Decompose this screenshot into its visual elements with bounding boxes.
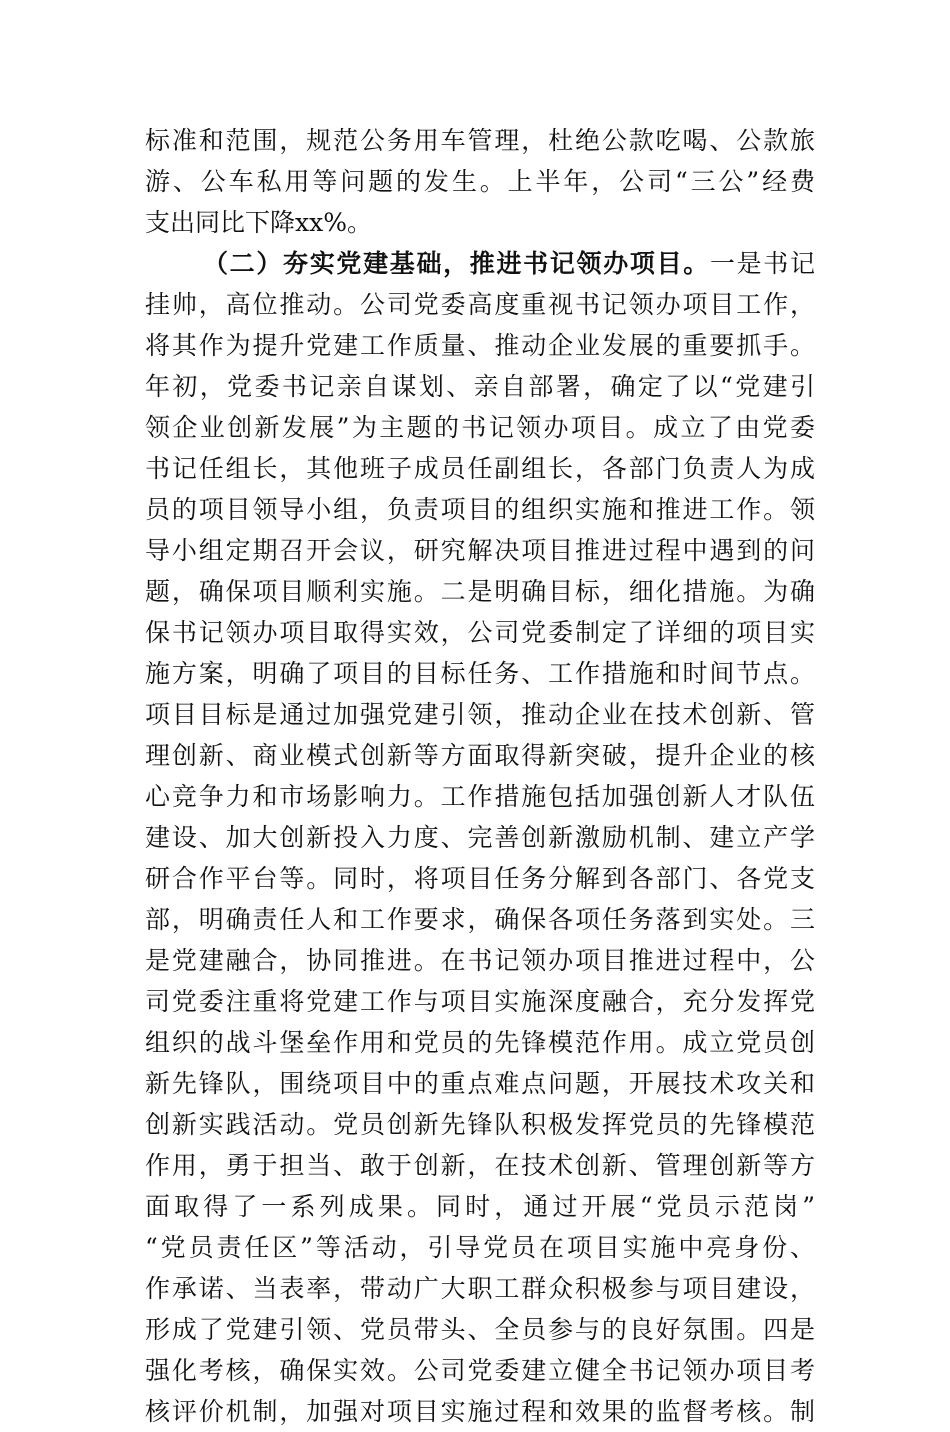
section-heading: （二）夯实党建基础，推进书记领办项目。 (203, 249, 710, 278)
text-line: 部，明确责任人和工作要求，确保各项任务落到实处。三 (145, 905, 815, 934)
text-line: 研合作平台等。同时，将项目任务分解到各部门、各党支 (145, 864, 815, 893)
text-line: 导小组定期召开会议，研究解决项目推进过程中遇到的问 (145, 536, 815, 565)
text-line: 施方案，明确了项目的目标任务、工作措施和时间节点。 (145, 659, 815, 688)
text-line: 作用，勇于担当、敢于创新，在技术创新、管理创新等方 (145, 1151, 815, 1180)
text-line: 题，确保项目顺利实施。二是明确目标，细化措施。为确 (145, 577, 815, 606)
text-line: 将其作为提升党建工作质量、推动企业发展的重要抓手。 (145, 331, 815, 360)
text-line: 形成了党建引领、党员带头、全员参与的良好氛围。四是 (145, 1315, 815, 1344)
text-line: 心竞争力和市场影响力。工作措施包括加强创新人才队伍 (145, 782, 815, 811)
text-line: 创新实践活动。党员创新先锋队积极发挥党员的先锋模范 (145, 1110, 815, 1139)
text-line: 书记任组长，其他班子成员任副组长，各部门负责人为成 (145, 454, 815, 483)
text-line: “党员责任区”等活动，引导党员在项目实施中亮身份、 (145, 1233, 815, 1262)
text-line: 挂帅，高位推动。公司党委高度重视书记领办项目工作， (145, 290, 815, 319)
body-text (145, 120, 815, 1432)
text-line: 作承诺、当表率，带动广大职工群众积极参与项目建设， (145, 1274, 815, 1303)
text-line: 核评价机制，加强对项目实施过程和效果的监督考核。制 (145, 1397, 815, 1426)
text-fragment: 一是书记 (709, 249, 815, 278)
text-line: 新先锋队，围绕项目中的重点难点问题，开展技术攻关和 (145, 1069, 815, 1098)
text-line: 保书记领办项目取得实效，公司党委制定了详细的项目实 (145, 618, 815, 647)
text-line: 支出同比下降xx%。 (145, 208, 372, 237)
text-line: 强化考核，确保实效。公司党委建立健全书记领办项目考 (145, 1356, 815, 1385)
text-line: 游、公车私用等问题的发生。上半年，公司“三公”经费 (145, 167, 815, 196)
section-heading-line (145, 243, 815, 284)
text-line: 面取得了一系列成果。同时，通过开展“党员示范岗” (145, 1192, 815, 1221)
text-line: 组织的战斗堡垒作用和党员的先锋模范作用。成立党员创 (145, 1028, 815, 1057)
text-line: 理创新、商业模式创新等方面取得新突破，提升企业的核 (145, 741, 815, 770)
text-line: 是党建融合，协同推进。在书记领办项目推进过程中，公 (145, 946, 815, 975)
text-line: 年初，党委书记亲自谋划、亲自部署，确定了以“党建引 (145, 372, 815, 401)
text-line: 员的项目领导小组，负责项目的组织实施和推进工作。领 (145, 495, 815, 524)
text-line: 标准和范围，规范公务用车管理，杜绝公款吃喝、公款旅 (145, 126, 815, 155)
text-line: 建设、加大创新投入力度、完善创新激励机制、建立产学 (145, 823, 815, 852)
text-line: 领企业创新发展”为主题的书记领办项目。成立了由党委 (145, 413, 815, 442)
text-line: 司党委注重将党建工作与项目实施深度融合，充分发挥党 (145, 987, 815, 1016)
text-line: 项目目标是通过加强党建引领，推动企业在技术创新、管 (145, 700, 815, 729)
